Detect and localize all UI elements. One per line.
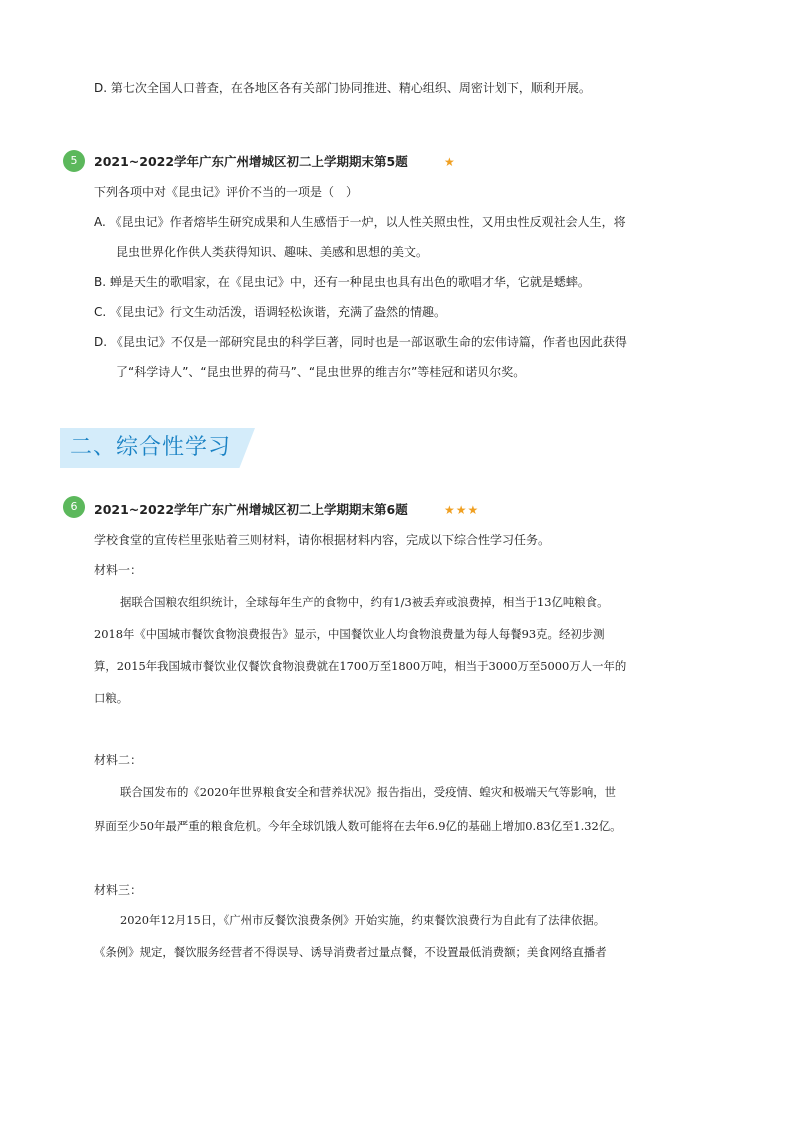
material-text-line: 据联合国粮农组织统计，全球每年生产的食物中，约有1/3被丢弃或浪费掉，相当于13亿吨粮食。 [120,595,609,609]
material-text-line: 界面至少50年最严重的粮食危机。今年全球饥饿人数可能将在去年6.9亿的基础上增加0.83亿至1.32亿。 [94,819,622,833]
question-number-badge: 6 [63,496,85,518]
material-text-line: 口粮。 [94,691,129,705]
option-d-line1: D. 《昆虫记》不仅是一部研究昆虫的科学巨著，同时也是一部讴歌生命的宏伟诗篇，作者也因此获得 [94,335,627,349]
previous-option-d: D. 第七次全国人口普查，在各地区各有关部门协同推进、精心组织、周密计划下，顺利开展。 [94,81,591,95]
material-label: 材料二： [94,753,143,767]
difficulty-stars: ★ [444,155,456,169]
section-title: 二、综合性学习 [70,435,232,460]
option-a-line1: A. 《昆虫记》作者熔毕生研究成果和人生感悟于一炉，以人性关照虫性，又用虫性反观社会人生，将 [94,215,626,229]
option-c: C. 《昆虫记》行文生动活泼，语调轻松诙谐，充满了盎然的情趣。 [94,305,447,319]
question-number-badge: 5 [63,150,85,172]
question-title: 2021~2022学年广东广州增城区初二上学期期末第5题 [94,154,408,169]
material-text-line: 2020年12月15日，《广州市反餐饮浪费条例》开始实施，约束餐饮浪费行为自此有了法律依据。 [120,913,606,927]
material-label: 材料一： [94,563,143,577]
material-text-line: 2018年《中国城市餐饮食物浪费报告》显示，中国餐饮业人均食物浪费量为每人每餐93克。经初步测 [94,627,605,641]
material-text-line: 联合国发布的《2020年世界粮食安全和营养状况》报告指出，受疫情、蝗灾和极端天气等影响，世 [120,785,617,799]
question-stem: 学校食堂的宣传栏里张贴着三则材料，请你根据材料内容，完成以下综合性学习任务。 [94,533,551,547]
option-d-line2: 了“科学诗人”、“昆虫世界的荷马”、“昆虫世界的维吉尔”等桂冠和诺贝尔奖。 [116,365,526,379]
option-a-line2: 昆虫世界化作供人类获得知识、趣味、美感和思想的美文。 [116,245,429,259]
material-label: 材料三： [94,883,143,897]
difficulty-stars: ★★★ [444,503,480,517]
question-stem: 下列各项中对《昆虫记》评价不当的一项是（ ） [94,185,359,199]
material-text-line: 算，2015年我国城市餐饮业仅餐饮食物浪费就在1700万至1800万吨，相当于3000万至5000万人一年的 [94,659,627,673]
material-text-line: 《条例》规定，餐饮服务经营者不得误导、诱导消费者过量点餐，不设置最低消费额；美食网络直播者 [94,945,607,959]
question-title: 2021~2022学年广东广州增城区初二上学期期末第6题 [94,502,408,517]
option-b: B. 蝉是天生的歌唱家，在《昆虫记》中，还有一种昆虫也具有出色的歌唱才华，它就是蟋蟀。 [94,275,590,289]
